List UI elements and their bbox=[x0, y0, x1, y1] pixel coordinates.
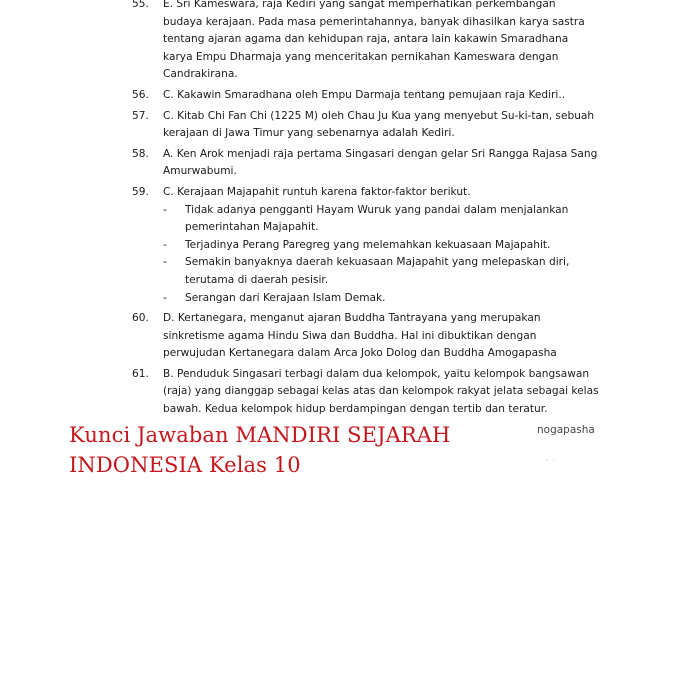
answer-line: budaya kerajaan. Pada masa pemerintahannya, banyak dihasilkan karya sastra bbox=[163, 15, 585, 28]
answer-list bbox=[132, 0, 602, 419]
bullet-line: Semakin banyaknya daerah kekuasaan Majapahit yang melepaskan diri, bbox=[185, 256, 570, 269]
answer-line: (raja) yang dianggap sebagai kelas atas dan kelompok rakyat jelata sebagai kelas bbox=[163, 385, 599, 398]
title-line-2: INDONESIA Kelas 10 bbox=[69, 453, 301, 477]
answer-line: C. Kitab Chi Fan Chi (1225 M) oleh Chau Ju Kua yang menyebut Su-ki-tan, sebuah bbox=[163, 109, 595, 122]
answer-line: Candrakirana. bbox=[163, 68, 238, 81]
answer-number: 60. bbox=[132, 312, 149, 325]
bullet-dash: - bbox=[163, 256, 167, 269]
bullet-item bbox=[163, 237, 602, 255]
answer-item-61 bbox=[132, 366, 602, 419]
answer-line: tentang ajaran agama dan kehidupan raja, antara lain kakawin Smaradhana bbox=[163, 33, 569, 46]
answer-line: Amurwabumi. bbox=[163, 165, 237, 178]
answer-line: C. Kerajaan Majapahit runtuh karena faktor-faktor berikut. bbox=[163, 185, 471, 198]
answer-number: 61. bbox=[132, 367, 149, 380]
answer-line: bawah. Kedua kelompok hidup berdampingan dengan tertib dan teratur. bbox=[163, 403, 548, 416]
answer-item-60 bbox=[132, 310, 602, 363]
bullet-item bbox=[163, 290, 602, 308]
bullet-line: Terjadinya Perang Paregreg yang melemahkan kekuasaan Majapahit. bbox=[185, 238, 551, 251]
bullet-line: Tidak adanya pengganti Hayam Wuruk yang pandai dalam menjalankan bbox=[185, 203, 569, 216]
bullet-dash: - bbox=[163, 291, 167, 304]
overlapping-text-fragment: nogapasha bbox=[537, 424, 595, 436]
answer-line: C. Kakawin Smaradhana oleh Empu Darmaja tentang pemujaan raja Kediri.. bbox=[163, 88, 566, 101]
bullet-dash: - bbox=[163, 203, 167, 216]
answer-number: 57. bbox=[132, 109, 149, 122]
answer-item-59 bbox=[132, 184, 602, 307]
answer-line: B. Penduduk Singasari terbagi dalam dua kelompok, yaitu kelompok bangsawan bbox=[163, 367, 590, 380]
answer-line: karya Empu Dharmaja yang menceritakan pernikahan Kameswara dengan bbox=[163, 50, 559, 63]
page-title bbox=[69, 420, 450, 480]
answer-line: A. Ken Arok menjadi raja pertama Singasari dengan gelar Sri Rangga Rajasa Sang bbox=[163, 147, 598, 160]
bullet-item bbox=[163, 254, 602, 289]
title-line-1: Kunci Jawaban MANDIRI SEJARAH bbox=[69, 423, 451, 447]
answer-line: E. Sri Kameswara, raja Kediri yang sangat memperhatikan perkembangan bbox=[163, 0, 556, 10]
answer-number: 59. bbox=[132, 185, 149, 198]
bullet-list bbox=[163, 202, 602, 308]
answer-line: D. Kertanegara, menganut ajaran Buddha Tantrayana yang merupakan bbox=[163, 312, 541, 325]
bullet-dash: - bbox=[163, 238, 167, 251]
bullet-line: terutama di daerah pesisir. bbox=[185, 273, 329, 286]
answer-line: perwujudan Kertanegara dalam Arca Joko Dolog dan Buddha Amogapasha bbox=[163, 347, 557, 360]
answer-number: 55. bbox=[132, 0, 149, 10]
answer-item-56 bbox=[132, 87, 602, 105]
answer-item-58 bbox=[132, 146, 602, 181]
answer-number: 58. bbox=[132, 147, 149, 160]
answer-line: sinkretisme agama Hindu Siwa dan Buddha. Hal ini dibuktikan dengan bbox=[163, 329, 537, 342]
bullet-line: pemerintahan Majapahit. bbox=[185, 221, 319, 234]
bullet-line: Serangan dari Kerajaan Islam Demak. bbox=[185, 291, 386, 304]
answer-item-57 bbox=[132, 108, 602, 143]
bullet-item bbox=[163, 202, 602, 237]
answer-number: 56. bbox=[132, 88, 149, 101]
answer-item-55 bbox=[132, 0, 602, 84]
stray-marks: ´ ˙ bbox=[545, 460, 556, 467]
answer-line: kerajaan di Jawa Timur yang sebenarnya adalah Kediri. bbox=[163, 127, 455, 140]
